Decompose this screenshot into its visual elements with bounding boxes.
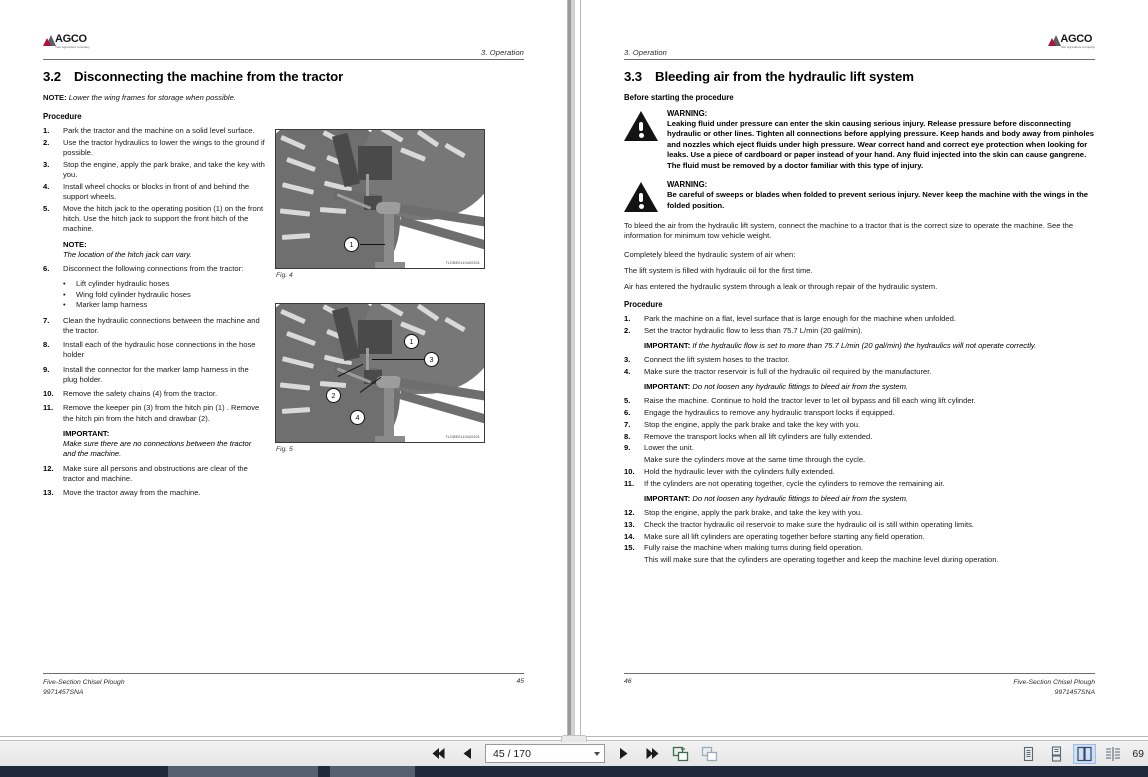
list-item	[624, 443, 1095, 453]
warning-text: Leaking fluid under pressure can enter the skin causing serious injury. Release pressure before disconnecting hydraulic or other lines. Tighten all connections before applying pressure. Keep hands and body away from pinholes and nozzles which eject fluids under high pressure. Wear correct hand and correct eye protection when looking for leaks. Use a piece of cardboard or paper instead of your hand. Any fluid injected into the skin can cause gangrene. The fluid must be removed by a doctor familiar with this type of injury.	[667, 119, 1095, 170]
section-title: Disconnecting the machine from the tractor	[74, 69, 344, 84]
step-number: 3.	[624, 355, 631, 365]
step-number: 6.	[43, 264, 50, 273]
step-text: Remove the transport locks when all lift cylinders are fully extended.	[644, 431, 873, 441]
list-item	[63, 290, 265, 300]
step-text: Disconnect the following connections from the tractor:	[63, 264, 244, 273]
step-number: 1.	[43, 126, 50, 135]
figure-5-caption: Fig. 5	[276, 446, 293, 453]
step-number: 5.	[624, 396, 631, 406]
list-item	[624, 467, 1095, 477]
page-number-value: 45 / 170	[493, 747, 531, 760]
procedure-heading: Procedure	[43, 112, 82, 121]
procedure-steps-cont-2	[624, 396, 1095, 453]
next-page-button[interactable]	[612, 744, 634, 764]
step-text: Set the tractor hydraulic flow to less than 75.7 L/min (20 gal/min).	[644, 325, 863, 335]
list-item	[43, 340, 265, 361]
bullet-text: • Marker lamp harness	[76, 300, 148, 310]
warning-triangle-icon	[624, 111, 658, 141]
step-text: Stop the engine, apply the park brake, and take the key with you.	[644, 508, 863, 518]
step6-bullet-list	[63, 279, 265, 310]
callout-number: 2	[331, 391, 336, 400]
toolbar-grip-handle[interactable]	[561, 735, 587, 742]
step-text: Park the tractor and the machine on a solid level surface.	[63, 126, 255, 135]
step-number: 6.	[624, 408, 631, 418]
bullet-text: • Wing fold cylinder hydraulic hoses	[76, 289, 191, 299]
list-item	[43, 365, 265, 386]
figure-4-caption: Fig. 4	[276, 272, 293, 279]
figure-4-image[interactable]	[275, 129, 485, 269]
step-number: 1.	[624, 313, 631, 323]
list-item	[43, 264, 265, 274]
note-text: Lower the wing frames for storage when possible.	[68, 93, 236, 102]
list-item	[63, 300, 265, 310]
callout-number: 4	[355, 413, 360, 422]
running-head-right	[624, 34, 1095, 60]
step-text: Remove the keeper pin (3) from the hitch pin (1) . Remove the hitch pin from the hitch and drawbar (2).	[63, 403, 260, 423]
view-book-button[interactable]	[1101, 744, 1124, 764]
section-number: 3.2	[43, 69, 62, 84]
list-item	[624, 479, 1095, 489]
step-text: Install the connector for the marker lamp harness in the plug holder.	[63, 364, 249, 384]
window-status-strip	[0, 766, 1148, 777]
list-item	[624, 508, 1095, 518]
list-item	[43, 389, 265, 399]
agco-triangle-icon	[1048, 35, 1059, 46]
step-text: Make sure all lift cylinders are operating together before starting any field operation.	[644, 531, 925, 541]
note-label: NOTE:	[63, 239, 87, 249]
important-text: Make sure there are no connections between the tractor and the machine.	[63, 439, 252, 459]
procedure-steps-cont	[624, 355, 1095, 377]
agco-logo-name: AGCO	[55, 33, 87, 45]
step-number: 13.	[43, 488, 54, 498]
step-number: 8.	[624, 431, 631, 441]
step-text: Install each of the hydraulic hose connections in the hose holder	[63, 340, 256, 360]
section-note	[43, 93, 524, 102]
step-number: 12.	[43, 463, 54, 473]
view-two-page-button[interactable]	[1073, 744, 1096, 764]
step-text: Make sure all persons and obstructions are clear of the tractor and machine.	[63, 463, 248, 483]
list-item	[43, 464, 265, 485]
step-text: Lower the unit.	[644, 443, 694, 453]
callout-number: 1	[409, 337, 414, 346]
procedure-steps-cont	[43, 264, 265, 274]
list-item	[43, 316, 265, 337]
list-item	[43, 488, 265, 498]
section-title: Bleeding air from the hydraulic lift system	[655, 69, 914, 84]
intro-paragraph-2: Completely bleed the hydraulic system of air when:	[624, 249, 796, 259]
list-item	[43, 126, 265, 136]
copy-button[interactable]	[699, 744, 721, 764]
list-item	[624, 532, 1095, 542]
page-46[interactable]	[580, 0, 1148, 737]
view-single-page-button[interactable]	[1017, 744, 1040, 764]
page-footer-left	[43, 673, 524, 698]
list-item	[624, 432, 1095, 442]
procedure-steps-cont-3	[624, 467, 1095, 489]
list-item	[624, 314, 1095, 324]
list-item	[624, 520, 1095, 530]
step-number: 7.	[43, 315, 50, 325]
list-item	[624, 326, 1095, 336]
footer-doc-title: Five-Section Chisel Plough	[1013, 679, 1095, 687]
step-text: Raise the machine. Continue to hold the tractor lever to let oil bypass and fill each wing lift cylinder.	[644, 396, 976, 406]
list-item	[624, 420, 1095, 430]
view-continuous-button[interactable]	[1045, 744, 1068, 764]
step-number: 4.	[43, 181, 50, 191]
list-item	[624, 543, 1095, 553]
before-starting-heading: Before starting the procedure	[624, 93, 734, 102]
step-text: Use the tractor hydraulics to lower the wings to the ground if possible.	[63, 137, 265, 157]
list-item	[43, 160, 265, 181]
section-number: 3.3	[624, 69, 643, 84]
list-item	[624, 367, 1095, 377]
figure-callout	[404, 334, 419, 349]
agco-logo-tagline: Your Agriculture Company	[1060, 45, 1095, 49]
important-label: IMPORTANT:	[644, 382, 691, 392]
agco-logo	[43, 34, 90, 49]
step4-important	[644, 382, 1095, 392]
step-text: Move the tractor away from the machine.	[63, 488, 201, 498]
note-text: The location of the hitch jack can vary.	[63, 249, 192, 259]
footer-page-number: 45	[516, 678, 524, 686]
procedure-steps	[624, 314, 1095, 336]
step2-important	[644, 341, 1095, 351]
warning-text: Be careful of sweeps or blades when folded to prevent serious injury. Never keep the machine with the wings in the folded position.	[667, 190, 1089, 210]
figure-callout	[326, 388, 341, 403]
footer-doc-number: 9971457SNA	[1054, 689, 1095, 697]
step-number: 3.	[43, 159, 50, 169]
important-label: IMPORTANT:	[644, 493, 691, 503]
snapshot-button[interactable]	[670, 744, 692, 764]
chevron-down-icon[interactable]	[594, 752, 600, 756]
procedure-steps	[43, 126, 265, 235]
important-text: Do not loosen any hydraulic fittings to bleed air from the system.	[692, 382, 909, 392]
list-item	[624, 408, 1095, 418]
list-item	[43, 138, 265, 159]
step-number: 8.	[43, 340, 50, 350]
section-heading-3-3	[624, 69, 1095, 84]
warning-title: WARNING:	[667, 180, 708, 190]
step-text: Park the machine on a flat, level surface that is large enough for the machine when unfolded.	[644, 313, 956, 323]
step-number: 7.	[624, 419, 631, 429]
figure-callout	[344, 237, 359, 252]
warning-block-2	[624, 180, 1095, 212]
step-text: Connect the lift system hoses to the tractor.	[644, 355, 790, 365]
intro-paragraph-3: The lift system is filled with hydraulic oil for the first time.	[624, 265, 813, 275]
step-text: Install wheel chocks or blocks in front of and behind the support wheels.	[63, 181, 250, 201]
callout-number: 3	[429, 355, 434, 364]
list-item	[43, 204, 265, 235]
page-45[interactable]	[0, 0, 568, 737]
running-head-left	[43, 34, 524, 60]
running-head-text: 3. Operation	[481, 48, 524, 57]
step-number: 15.	[624, 543, 635, 553]
intro-paragraph-4: Air has entered the hydraulic system through a leak or through repair of the hydraulic system.	[624, 281, 938, 291]
step-number: 10.	[624, 466, 635, 476]
step-number: 11.	[43, 403, 54, 413]
step-number: 11.	[624, 478, 635, 488]
step-number: 12.	[624, 508, 635, 518]
step-number: 9.	[43, 364, 50, 374]
procedure-steps-cont-3	[43, 464, 265, 499]
step-text: Clean the hydraulic connections between the machine and the tractor.	[63, 315, 260, 335]
warning-triangle-icon	[624, 182, 658, 212]
note-label: NOTE:	[43, 93, 67, 102]
figure-code: TLDBE0110420301	[445, 435, 480, 439]
procedure-heading: Procedure	[624, 299, 663, 309]
first-page-button[interactable]	[427, 744, 449, 764]
zoom-level-label[interactable]: 69	[1132, 747, 1144, 760]
agco-logo-tagline: Your Agriculture Company	[55, 45, 90, 49]
list-item	[63, 279, 265, 289]
figure-callout	[350, 410, 365, 425]
previous-page-button[interactable]	[456, 744, 478, 764]
step-number: 9.	[624, 443, 631, 453]
agco-logo-name: AGCO	[1060, 33, 1093, 45]
footer-doc-number: 9971457SNA	[43, 689, 84, 697]
step-text: Stop the engine, apply the park brake, and take the key with you.	[63, 159, 265, 179]
step-number: 2.	[624, 325, 631, 335]
page-footer-right	[624, 673, 1095, 698]
list-item	[43, 182, 265, 203]
warning-title: WARNING:	[667, 109, 708, 118]
figure-code: TLDBE0110420301	[445, 261, 480, 265]
step-number: 4.	[624, 366, 631, 376]
running-head-text: 3. Operation	[624, 48, 667, 57]
figure-5-image[interactable]	[275, 303, 485, 443]
step-text: If the cylinders are not operating together, cycle the cylinders to remove the remaining air.	[644, 478, 945, 488]
step-text: Remove the safety chains (4) from the tractor.	[63, 389, 218, 399]
step-text: Check the tractor hydraulic oil reservoir to make sure the hydraulic oil is still within operating limits.	[644, 519, 975, 529]
footer-doc-title: Five-Section Chisel Plough	[43, 679, 125, 687]
step-text: Stop the engine, apply the park brake and take the key with you.	[644, 419, 861, 429]
step-number: 5.	[43, 203, 50, 213]
step15-sub-text: This will make sure that the cylinders are operating together and keep the machine level during operation.	[644, 555, 999, 565]
step11-important	[63, 429, 265, 460]
step-text: Hold the hydraulic lever with the cylinders fully extended.	[644, 466, 835, 476]
warning-block-1	[624, 109, 1095, 171]
footer-page-number: 46	[624, 678, 632, 686]
section-heading-3-2	[43, 69, 524, 84]
bullet-text: • Lift cylinder hydraulic hoses	[76, 279, 170, 289]
step-text: Move the hitch jack to the operating position (1) on the front hitch. Use the hitch jack to support the front hitch of the machine.	[63, 203, 264, 234]
intro-paragraph-1: To bleed the air from the hydraulic lift system, connect the machine to a tractor that is the correct size to operate the machine. See the information for minimum tow vehicle weight.	[624, 221, 1074, 241]
list-item	[43, 403, 265, 424]
procedure-steps-cont-2	[43, 316, 265, 424]
step-text: Make sure the tractor reservoir is full of the hydraulic oil required by the manufacturer.	[644, 366, 932, 376]
figure-callout	[424, 352, 439, 367]
step-text: Fully raise the machine when making turns during field operation.	[644, 543, 864, 553]
step5-note	[63, 240, 265, 261]
list-item	[624, 355, 1095, 365]
agco-triangle-icon	[43, 35, 54, 46]
list-item	[624, 396, 1095, 406]
procedure-steps-cont-4	[624, 508, 1095, 554]
agco-logo	[1048, 34, 1095, 49]
step-number: 10.	[43, 389, 54, 399]
callout-number: 1	[349, 240, 354, 249]
step-text: Engage the hydraulics to remove any hydraulic transport locks if equipped.	[644, 408, 895, 418]
important-text: Do not loosen any hydraulic fittings to bleed air from the system.	[692, 493, 909, 503]
step-number: 13.	[624, 519, 635, 529]
step11-important	[644, 494, 1095, 504]
page-number-input[interactable]	[485, 744, 605, 763]
step9-sub-text: Make sure the cylinders move at the same time through the cycle.	[644, 455, 866, 465]
last-page-button[interactable]	[641, 744, 663, 764]
important-label: IMPORTANT:	[63, 428, 110, 438]
important-text: If the hydraulic flow is set to more than 75.7 L/min (20 gal/min) the hydraulics will not operate correctly.	[692, 340, 1037, 350]
step-number: 14.	[624, 531, 635, 541]
step-number: 2.	[43, 137, 50, 147]
important-label: IMPORTANT:	[644, 340, 691, 350]
page-gutter	[568, 0, 580, 740]
viewer-toolbar[interactable]	[0, 740, 1148, 766]
